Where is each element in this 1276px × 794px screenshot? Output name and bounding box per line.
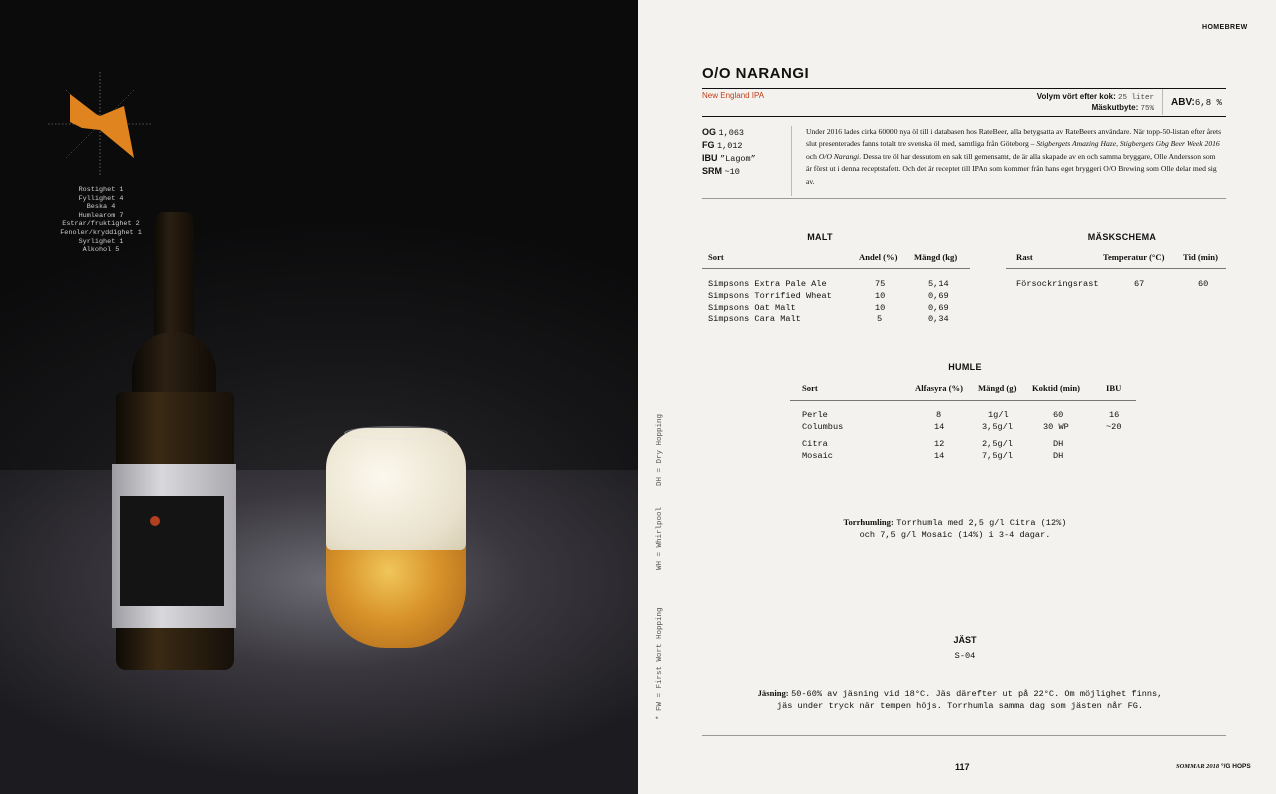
malt-title: MALT — [807, 232, 833, 242]
page-number: 117 — [955, 762, 970, 772]
flavour-spider-chart — [48, 72, 152, 176]
hops-cell: Mosaic — [802, 451, 833, 461]
stat-value: 1,012 — [717, 141, 743, 151]
intro-italic: Stigbergets Amazing Haze, Stigbergets Gbg Beer Week 2016 — [1036, 139, 1220, 149]
flavour-item: Fyllighet 4 — [78, 194, 124, 203]
stat-value: 1,063 — [718, 128, 745, 138]
intro-italic: O/O Narangi — [818, 151, 860, 161]
malt-cell: 5 — [877, 314, 883, 324]
hops-cell: 60 — [1053, 410, 1064, 420]
malt-cell: Simpsons Oat Malt — [708, 303, 796, 313]
fermentation-label: Jäsning: — [757, 688, 789, 698]
hops-header: Koktid (min) — [1032, 383, 1080, 393]
hops-cell: 1g/l — [988, 410, 1009, 420]
yeast-value: S-04 — [954, 651, 976, 661]
malt-header: Mängd (kg) — [914, 252, 958, 262]
footer-issue: SOMMAR 2018 — [1176, 763, 1220, 770]
mash-cell: 67 — [1134, 279, 1145, 289]
flavour-item: Humlearom 7 — [78, 211, 124, 220]
divider — [791, 126, 792, 196]
flavour-item: Alkohol 5 — [82, 246, 120, 255]
malt-cell: 0,34 — [928, 314, 949, 324]
beer-bottle — [112, 212, 236, 670]
bottle-label — [112, 464, 236, 628]
mash-label: Mäskutbyte: — [1091, 103, 1139, 112]
malt-cell: 10 — [875, 291, 886, 301]
hops-cell: 14 — [934, 451, 945, 461]
yeast-title: JÄST — [953, 635, 977, 645]
gravity-stats — [702, 126, 756, 178]
volume-value: 25 liter — [1117, 94, 1154, 102]
mash-schedule-title: MÄSKSCHEMA — [1087, 232, 1157, 242]
hops-cell: Citra — [802, 439, 828, 449]
legend-item: * FW = First Wort Hopping — [656, 607, 664, 720]
malt-cell: 0,69 — [928, 291, 949, 301]
fermentation-note — [720, 687, 1200, 712]
malt-cell: Simpsons Torrified Wheat — [708, 291, 832, 301]
section-label: HOMEBREW — [1202, 24, 1248, 31]
divider — [702, 198, 1226, 199]
hops-cell: 16 — [1109, 410, 1120, 420]
hops-cell: 8 — [936, 410, 942, 420]
hops-cell: 7,5g/l — [982, 451, 1013, 461]
divider — [1006, 268, 1226, 269]
abbreviation-legend — [642, 400, 680, 720]
flavour-item: Rostighet 1 — [78, 186, 124, 194]
malt-header: Andel (%) — [859, 252, 898, 262]
divider — [702, 88, 1226, 89]
dry-hop-line: Torrhumla med 2,5 g/l Citra (12%) — [896, 518, 1067, 528]
intro-part: Under 2016 lades cirka 60000 nya öl till i databasen hos RateBeer, alla betygsatta av RateBeers användare. När topp-50-listan efter årets slut presenterades fanns totalt tre svenska öl med, samtliga från Göteborg – — [806, 127, 1222, 149]
intro-text — [806, 126, 1222, 188]
abv-label: ABV: — [1171, 97, 1195, 108]
abv-value: 6,8 % — [1194, 98, 1222, 108]
hops-cell: 2,5g/l — [982, 439, 1013, 449]
hops-header: Mängd (g) — [978, 383, 1017, 393]
malt-cell: 5,14 — [928, 279, 949, 289]
table-surface — [0, 470, 638, 794]
stat-value: ”Lagom” — [720, 154, 756, 164]
fermentation-line: jäs under tryck när tempen höjs. Torrhumla samma dag som jästen når FG. — [776, 701, 1144, 711]
malt-cell: Simpsons Cara Malt — [708, 314, 801, 324]
dry-hop-label: Torrhumling: — [843, 517, 894, 527]
recipe-title: O/O NARANGI — [702, 65, 810, 82]
malt-header: Sort — [708, 252, 724, 262]
hops-cell: Perle — [802, 410, 828, 420]
divider — [790, 400, 1136, 401]
flavour-item: Beska 4 — [86, 203, 116, 212]
fermentation-line: 50-60% av jäsning vid 18°C. Jäs därefter ut på 22°C. Om möjlighet finns, — [791, 689, 1163, 699]
mash-value: 75% — [1140, 105, 1154, 113]
hops-title: HUMLE — [948, 362, 982, 372]
stat-label: SRM — [702, 166, 722, 176]
mash-header: Rast — [1016, 252, 1033, 262]
footer-brand: °/G HOPS — [1220, 763, 1251, 770]
intro-part: . Dessa tre öl har dessutom en sak till gemensamt, de är alla skapade av en och samma bryggare, Olle Andersson som är först ut i denna receptstafett. Och det är receptet till IPAn som kommer från hans eget bryggeri O/O Brewing som Olle delar med sig av. — [806, 151, 1217, 186]
malt-cell: 10 — [875, 303, 886, 313]
stat-value: ~10 — [724, 167, 740, 177]
hops-header: IBU — [1106, 383, 1122, 393]
divider — [702, 116, 1226, 117]
mash-header: Tid (min) — [1183, 252, 1218, 262]
mash-header: Temperatur (°C) — [1103, 252, 1165, 262]
stat-label: IBU — [702, 153, 718, 163]
hops-cell: 14 — [934, 422, 945, 432]
malt-cell: 0,69 — [928, 303, 949, 313]
hops-header: Alfasyra (%) — [915, 383, 963, 393]
hops-cell: 3,5g/l — [982, 422, 1013, 432]
hops-cell: DH — [1053, 451, 1064, 461]
hops-cell: ~20 — [1106, 422, 1122, 432]
footer-credit — [1176, 763, 1251, 770]
dry-hop-note — [820, 516, 1090, 541]
malt-cell: Simpsons Extra Pale Ale — [708, 279, 827, 289]
mash-cell: 60 — [1198, 279, 1209, 289]
beer-style: New England IPA — [702, 91, 765, 100]
volume-info — [1028, 92, 1154, 114]
legend-item: DH = Dry Hopping — [656, 413, 664, 486]
flavour-item: Fenoler/kryddighet 1 — [60, 228, 142, 237]
hops-header: Sort — [802, 383, 818, 393]
hops-cell: DH — [1053, 439, 1064, 449]
beer-glass — [324, 428, 468, 650]
malt-cell: 75 — [875, 279, 886, 289]
legend-item: WH = Whirlpool — [656, 506, 664, 570]
volume-label: Volym vört efter kok: — [1036, 92, 1116, 101]
stat-label: OG — [702, 127, 717, 137]
abv-box — [1162, 89, 1226, 115]
hops-cell: Columbus — [802, 422, 844, 432]
hops-cell: 12 — [934, 439, 945, 449]
divider — [702, 735, 1226, 736]
mash-cell: Försockringsrast — [1016, 279, 1099, 289]
stat-label: FG — [702, 140, 715, 150]
dry-hop-line: och 7,5 g/l Mosaic (14%) i 3-4 dagar. — [859, 530, 1051, 540]
flavour-item: Estrar/fruktighet 2 — [62, 220, 140, 229]
divider — [702, 268, 970, 269]
hops-cell: 30 WP — [1043, 422, 1069, 432]
intro-part: och — [806, 151, 819, 161]
flavour-item: Syrlighet 1 — [78, 237, 124, 246]
